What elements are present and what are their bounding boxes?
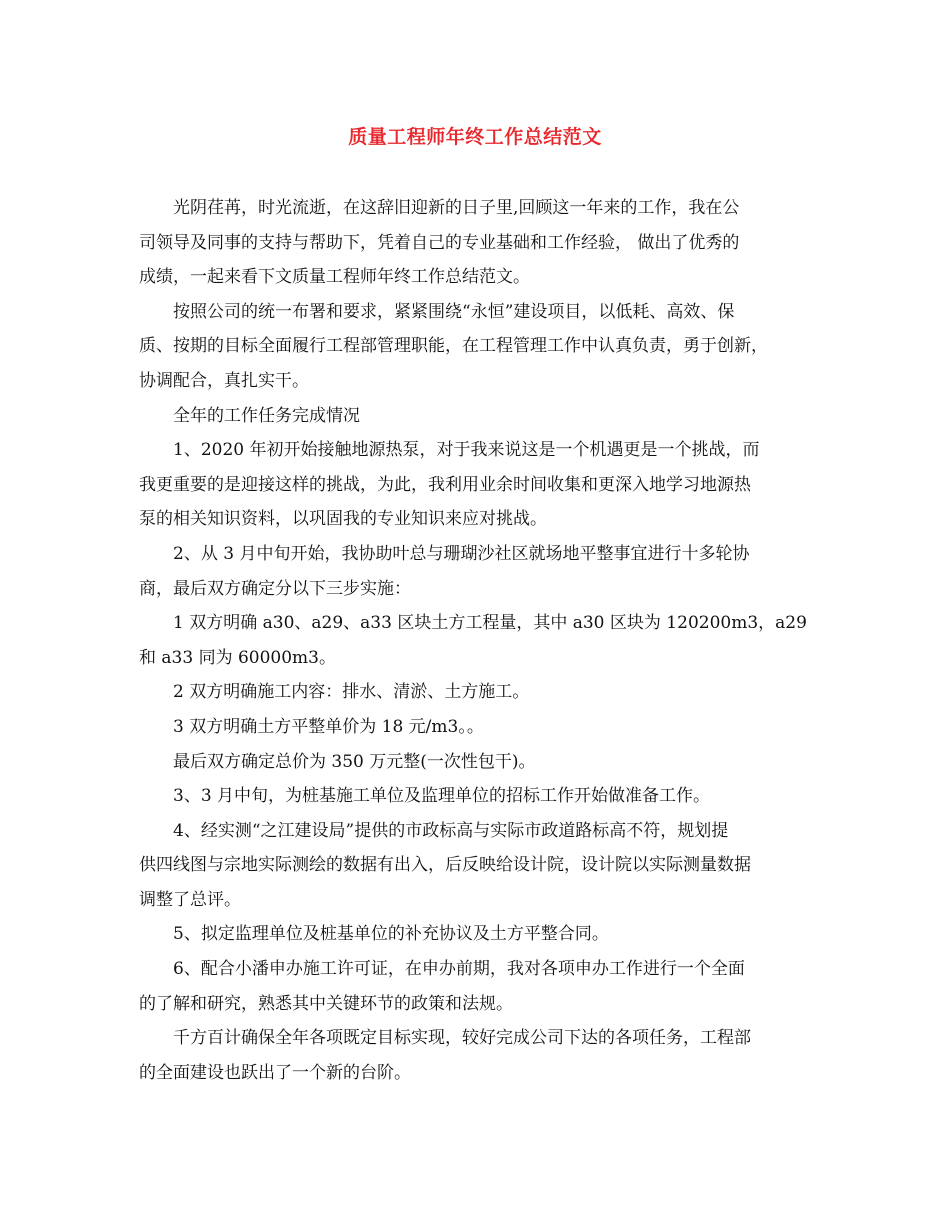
paragraph bbox=[139, 917, 829, 952]
paragraph-line: 4、经实测“之江建设局”提供的市政标高与实际市政道路标高不符，规划提 bbox=[173, 820, 729, 841]
paragraph bbox=[139, 399, 829, 434]
document-title: 质量工程师年终工作总结范文 bbox=[348, 126, 602, 148]
paragraph-line: 6、配合小潘申办施工许可证，在申办前期，我对各项申办工作进行一个全面 bbox=[173, 959, 745, 980]
paragraph-line: 5、拟定监理单位及桩基单位的补充协议及土方平整合同。 bbox=[173, 924, 609, 945]
paragraph-line: 2 双方明确施工内容：排水、清淤、土方施工。 bbox=[173, 682, 530, 703]
paragraph-line: 2、从 3 月中旬开始，我协助叶总与珊瑚沙社区就场地平整事宜进行十多轮协 bbox=[173, 543, 750, 564]
paragraph-line: 光阴荏苒，时光流逝，在这辞旧迎新的日子里,回顾这一年来的工作，我在公 bbox=[173, 198, 740, 218]
paragraph bbox=[139, 1021, 829, 1090]
paragraph bbox=[139, 675, 829, 710]
paragraph-line: 1、2020 年初开始接触地源热泵，对于我来说这是一个机遇更是一个挑战，而 bbox=[173, 440, 760, 461]
paragraph-line: 泵的相关知识资料，以巩固我的专业知识来应对挑战。 bbox=[139, 509, 547, 530]
paragraph bbox=[139, 191, 829, 295]
paragraph bbox=[139, 537, 829, 606]
paragraph-line: 供四线图与宗地实际测绘的数据有出入，后反映给设计院，设计院以实际测量数据 bbox=[139, 855, 751, 876]
paragraph-line: 1 双方明确 a30、a29、a33 区块土方工程量，其中 a30 区块为 120200m3，a29 bbox=[173, 613, 807, 634]
paragraph-line: 最后双方确定总价为 350 万元整(一次性包干)。 bbox=[173, 751, 536, 772]
paragraph bbox=[139, 779, 829, 814]
paragraph-line: 司领导及同事的支持与帮助下，凭着自己的专业基础和工作经验， 做出了优秀的 bbox=[139, 232, 740, 253]
paragraph bbox=[139, 433, 829, 537]
paragraph-line: 的了解和研究，熟悉其中关键环节的政策和法规。 bbox=[139, 993, 513, 1014]
paragraph bbox=[139, 952, 829, 1021]
paragraph-line: 3、3 月中旬，为桩基施工单位及监理单位的招标工作开始做准备工作。 bbox=[173, 786, 711, 807]
paragraph-line: 千方百计确保全年各项既定目标实现，较好完成公司下达的各项任务，工程部 bbox=[173, 1028, 751, 1049]
paragraph-line: 我更重要的是迎接这样的挑战，为此，我利用业余时间收集和更深入地学习地源热 bbox=[139, 474, 751, 495]
paragraph-line: 协调配合，真扎实干。 bbox=[139, 370, 309, 391]
paragraph bbox=[139, 814, 829, 918]
document-body bbox=[139, 191, 829, 1090]
paragraph bbox=[139, 710, 829, 745]
paragraph-line: 按照公司的统一布署和要求，紧紧围绕“永恒”建设项目，以低耗、高效、保 bbox=[173, 301, 735, 322]
paragraph-line: 质、按期的目标全面履行工程部管理职能，在工程管理工作中认真负责，勇于创新， bbox=[139, 336, 768, 357]
paragraph-line: 商，最后双方确定分以下三步实施： bbox=[139, 578, 411, 599]
paragraph-line: 3 双方明确土方平整单价为 18 元/m3。。 bbox=[173, 716, 484, 737]
paragraph-line: 成绩，一起来看下文质量工程师年终工作总结范文。 bbox=[139, 267, 530, 288]
paragraph bbox=[139, 295, 829, 399]
paragraph-line: 的全面建设也跃出了一个新的台阶。 bbox=[139, 1062, 411, 1083]
paragraph bbox=[139, 745, 829, 780]
paragraph bbox=[139, 606, 829, 675]
paragraph-line: 调整了总评。 bbox=[139, 889, 241, 910]
paragraph-line: 全年的工作任务完成情况 bbox=[173, 405, 360, 426]
paragraph-line: 和 a33 同为 60000m3。 bbox=[139, 647, 336, 668]
